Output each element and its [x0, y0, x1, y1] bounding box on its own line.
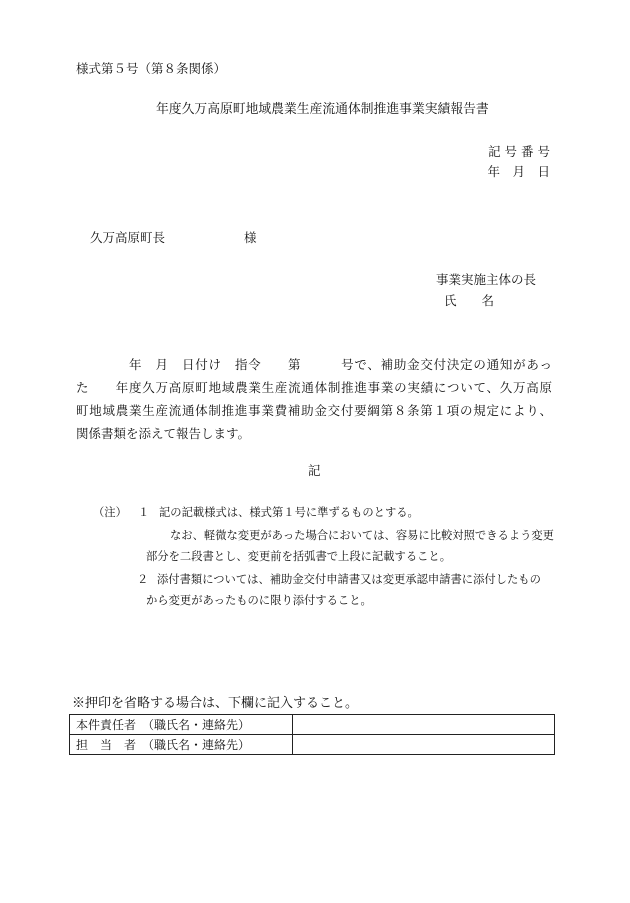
sender-name-label: 氏 名 [444, 293, 495, 308]
body-line-4: 関係書類を添えて報告します。 [76, 426, 251, 441]
responsible-person-field[interactable] [293, 715, 555, 735]
sender-role: 事業実施主体の長 [436, 272, 537, 287]
person-in-charge-field[interactable] [293, 735, 555, 755]
document-number: 記 号 番 号 [488, 144, 550, 159]
ki-heading: 記 [308, 463, 321, 478]
addressee-name: 久万高原町長 [90, 230, 166, 245]
note-1-line-3: 部分を二段書とし、変更前を括弧書で上段に記載すること。 [146, 550, 452, 563]
contact-table [69, 714, 555, 755]
form-number: 様式第５号（第８条関係） [76, 61, 227, 76]
note-2-line-2: から変更があったものに限り添付すること。 [146, 594, 372, 607]
document-date: 年 月 日 [487, 164, 550, 179]
note-2-number: ２ [137, 573, 149, 586]
note-2-line-1: 添付書類については、補助金交付申請書又は変更承認申請書に添付したもの [157, 573, 541, 586]
body-line-2: た 年度久万高原町地域農業生産流通体制推進事業の実績について、久万高原 [76, 380, 552, 395]
responsible-person-label: 本件責任者 （職氏名・連絡先） [70, 715, 293, 735]
seal-note: ※押印を省略する場合は、下欄に記入すること。 [72, 696, 359, 711]
table-row [70, 715, 555, 735]
table-row [70, 735, 555, 755]
person-in-charge-label: 担 当 者 （職氏名・連絡先） [70, 735, 293, 755]
body-line-1: 年 月 日付け 指令 第 号で、補助金交付決定の通知があっ [76, 357, 552, 372]
notes-label: （注） [93, 506, 127, 519]
note-1-number: １ [138, 506, 150, 519]
document-title: 年度久万高原町地域農業生産流通体制推進事業実績報告書 [156, 102, 489, 117]
addressee-honorific: 様 [244, 230, 257, 245]
note-1-line-2: なお、軽微な変更があった場合においては、容易に比較対照できるよう変更 [170, 529, 554, 542]
body-line-3: 町地域農業生産流通体制推進事業費補助金交付要綱第８条第１項の規定により、 [76, 403, 552, 418]
note-1-line-1: 記の記載様式は、様式第１号に準ずるものとする。 [159, 506, 419, 519]
